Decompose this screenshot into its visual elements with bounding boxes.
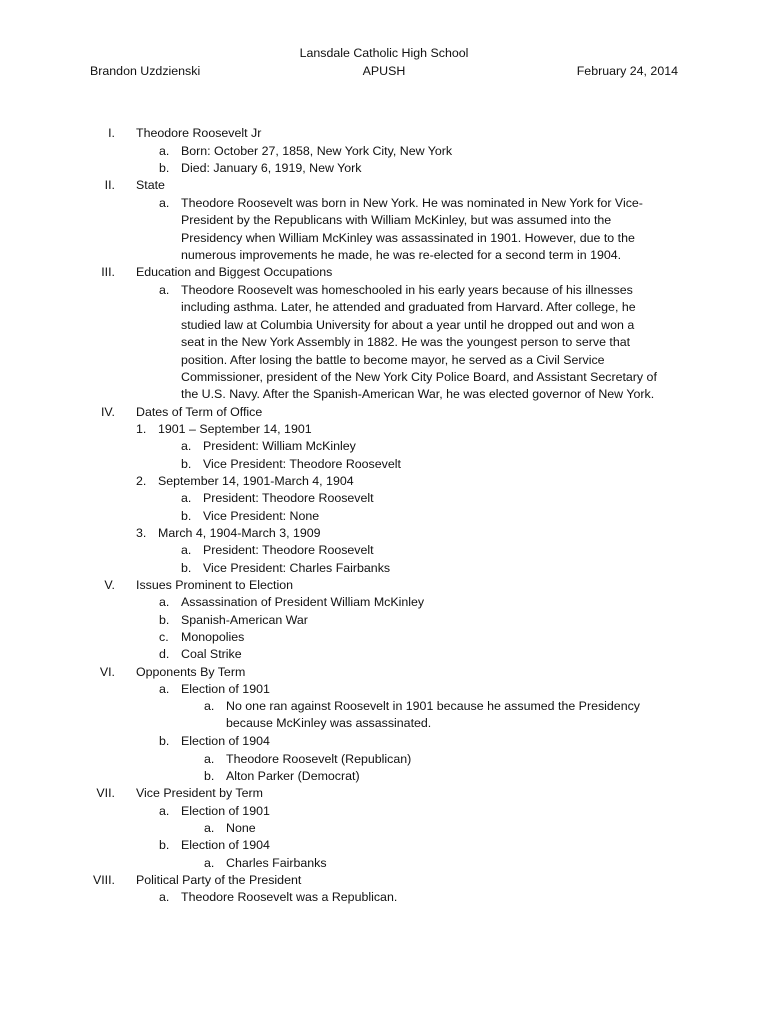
- section-title: Theodore Roosevelt Jr: [136, 126, 262, 140]
- item-marker: b.: [181, 457, 192, 471]
- sub-item-marker: a.: [204, 856, 215, 870]
- list-item: Born: October 27, 1858, New York City, New York: [181, 144, 453, 158]
- item-marker: a.: [181, 543, 192, 557]
- section-numeral: II.: [104, 178, 115, 192]
- paragraph-item: Theodore Roosevelt was born in New York. He was nominated in New York for Vice-President by the Republicans with William McKinley, but was assumed into the Presidency when William McKinley was assassinated in 1901. However, due to the numerous improvements he made, he was re-elected for a second term in 1904.: [181, 196, 643, 263]
- section-title: Education and Biggest Occupations: [136, 265, 333, 279]
- term-marker: 2.: [136, 474, 147, 488]
- section-title: Opponents By Term: [136, 665, 246, 679]
- item-marker: a.: [159, 682, 170, 696]
- sub-item-marker: a.: [204, 821, 215, 835]
- term-dates: 1901 – September 14, 1901: [158, 422, 312, 436]
- item-marker: b.: [159, 613, 170, 627]
- list-item: Coal Strike: [181, 647, 242, 661]
- item-marker: b.: [159, 161, 170, 175]
- term-dates: September 14, 1901-March 4, 1904: [158, 474, 354, 488]
- sub-list-item: Theodore Roosevelt (Republican): [226, 752, 412, 766]
- list-item: Election of 1901: [181, 682, 270, 696]
- term-marker: 1.: [136, 422, 147, 436]
- section-title: Vice President by Term: [136, 786, 263, 800]
- sub-list-item: Charles Fairbanks: [226, 856, 327, 870]
- item-marker: b.: [181, 509, 192, 523]
- list-item: Theodore Roosevelt was a Republican.: [181, 890, 398, 904]
- term-dates: March 4, 1904-March 3, 1909: [158, 526, 321, 540]
- list-item: President: Theodore Roosevelt: [203, 543, 374, 557]
- list-item: Election of 1904: [181, 838, 270, 852]
- list-item: Vice President: Charles Fairbanks: [203, 561, 391, 575]
- section-numeral: V.: [104, 578, 115, 592]
- item-marker: d.: [159, 647, 170, 661]
- section-title: Dates of Term of Office: [136, 405, 263, 419]
- list-item: President: Theodore Roosevelt: [203, 491, 374, 505]
- sub-list-item: No one ran against Roosevelt in 1901 because he assumed the Presidency because McKinley was assassinated.: [226, 699, 640, 731]
- item-marker: b.: [159, 838, 170, 852]
- term-marker: 3.: [136, 526, 147, 540]
- item-marker: a.: [159, 196, 170, 210]
- sub-list-item: Alton Parker (Democrat): [226, 769, 360, 783]
- header-row: [90, 64, 678, 82]
- list-item: Election of 1901: [181, 804, 270, 818]
- list-item: Election of 1904: [181, 734, 270, 748]
- section-title: Political Party of the President: [136, 873, 302, 887]
- list-item: Spanish-American War: [181, 613, 308, 627]
- author-name: Brandon Uzdzienski: [90, 64, 201, 78]
- section-numeral: VI.: [99, 665, 115, 679]
- list-item: Died: January 6, 1919, New York: [181, 161, 362, 175]
- section-title: State: [136, 178, 165, 192]
- item-marker: c.: [159, 630, 169, 644]
- item-marker: b.: [181, 561, 192, 575]
- item-marker: b.: [159, 734, 170, 748]
- item-marker: a.: [159, 144, 170, 158]
- section-numeral: III.: [101, 265, 115, 279]
- sub-item-marker: b.: [204, 769, 215, 783]
- section-numeral: VIII.: [92, 873, 115, 887]
- item-marker: a.: [159, 595, 170, 609]
- section-title: Issues Prominent to Election: [136, 578, 294, 592]
- item-marker: a.: [181, 491, 192, 505]
- paragraph-item: Theodore Roosevelt was homeschooled in his early years because of his illnesses including asthma. Later, he attended and graduated from Harvard. After college, he studied law at Columbia University for about a year until he dropped out and won a seat in the New York Assembly in 1882. He was the youngest person to serve that position. After losing the battle to become mayor, he served as a Civil Service Commissioner, president of the New York City Police Board, and Assistant Secretary of the U.S. Navy. After the Spanish-American War, he was elected governor of New York.: [181, 283, 657, 402]
- sub-item-marker: a.: [204, 752, 215, 766]
- sub-list-item: None: [226, 821, 256, 835]
- school-name: Lansdale Catholic High School: [299, 46, 469, 60]
- course-name: APUSH: [362, 64, 406, 78]
- item-marker: a.: [181, 439, 192, 453]
- section-numeral: IV.: [100, 405, 115, 419]
- sub-item-marker: a.: [204, 699, 215, 713]
- list-item: Vice President: Theodore Roosevelt: [203, 457, 401, 471]
- list-item: Vice President: None: [203, 509, 320, 523]
- document-date: February 24, 2014: [576, 64, 678, 78]
- list-item: President: William McKinley: [203, 439, 356, 453]
- item-marker: a.: [159, 804, 170, 818]
- item-marker: a.: [159, 890, 170, 904]
- section-numeral: I.: [108, 126, 115, 140]
- list-item: Assassination of President William McKinley: [181, 595, 425, 609]
- item-marker: a.: [159, 283, 170, 297]
- list-item: Monopolies: [181, 630, 245, 644]
- section-numeral: VII.: [96, 786, 115, 800]
